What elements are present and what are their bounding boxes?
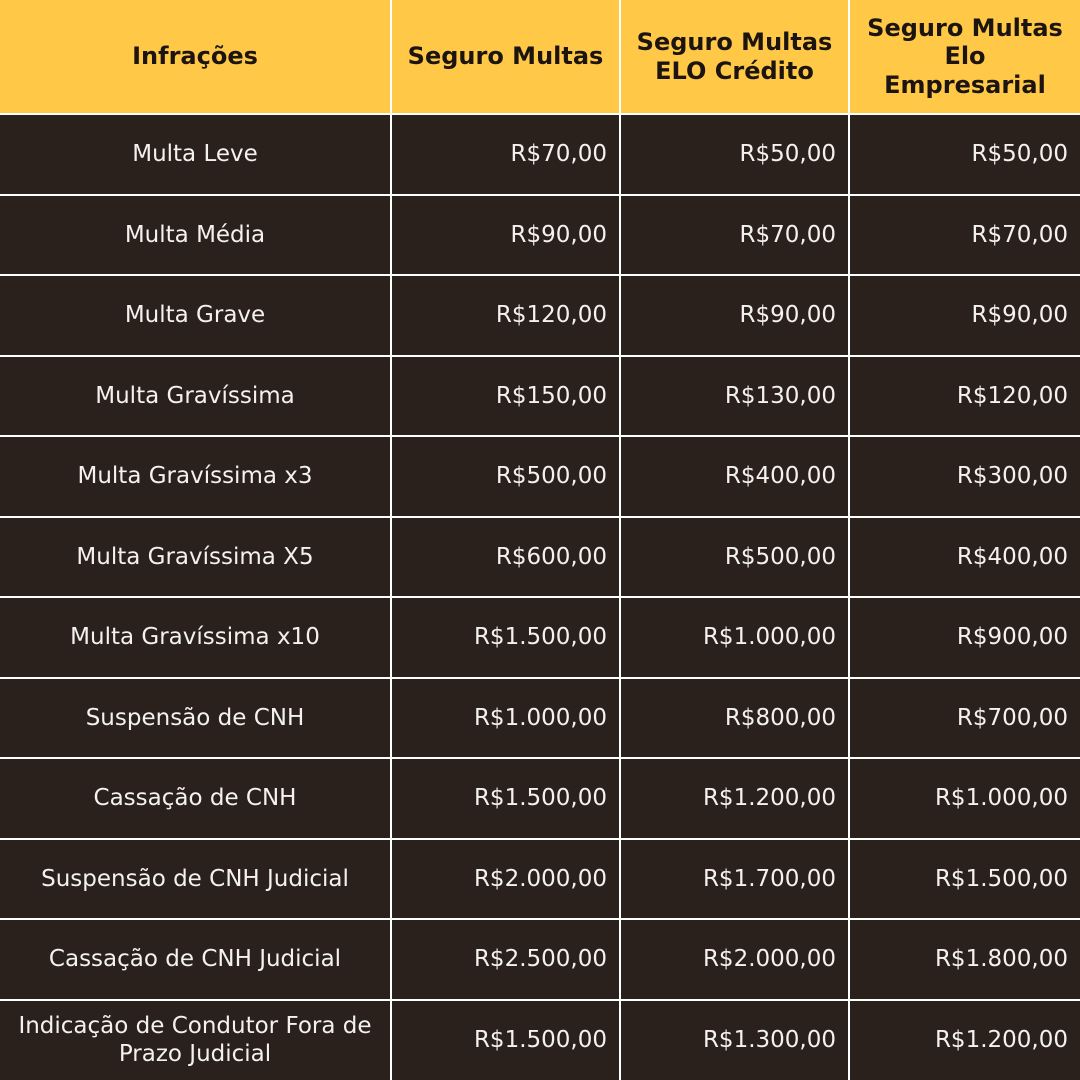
row-value-elo-empresarial: R$70,00 — [849, 195, 1080, 276]
table-row — [0, 597, 1080, 678]
row-value-seguro-multas: R$600,00 — [391, 517, 620, 598]
row-label: Multa Grave — [0, 275, 391, 356]
table-row — [0, 1000, 1080, 1080]
table-row — [0, 356, 1080, 437]
header-row — [0, 0, 1080, 114]
row-value-elo-credito: R$70,00 — [620, 195, 849, 276]
row-value-seguro-multas: R$90,00 — [391, 195, 620, 276]
row-value-elo-credito: R$90,00 — [620, 275, 849, 356]
row-value-elo-credito: R$400,00 — [620, 436, 849, 517]
table-row — [0, 919, 1080, 1000]
row-value-elo-credito: R$1.000,00 — [620, 597, 849, 678]
row-value-seguro-multas: R$1.000,00 — [391, 678, 620, 759]
row-label: Suspensão de CNH — [0, 678, 391, 759]
row-label: Cassação de CNH Judicial — [0, 919, 391, 1000]
row-value-elo-credito: R$130,00 — [620, 356, 849, 437]
row-label: Suspensão de CNH Judicial — [0, 839, 391, 920]
row-value-elo-empresarial: R$50,00 — [849, 114, 1080, 195]
row-value-elo-empresarial: R$1.800,00 — [849, 919, 1080, 1000]
row-value-elo-credito: R$800,00 — [620, 678, 849, 759]
row-label: Multa Leve — [0, 114, 391, 195]
row-label: Multa Média — [0, 195, 391, 276]
row-value-elo-credito: R$1.300,00 — [620, 1000, 849, 1080]
table-row — [0, 436, 1080, 517]
table-row — [0, 839, 1080, 920]
header-cell-seguro-multas-elo-empresarial: Seguro Multas Elo Empresarial — [849, 0, 1080, 114]
row-value-seguro-multas: R$1.500,00 — [391, 597, 620, 678]
row-value-elo-empresarial: R$1.500,00 — [849, 839, 1080, 920]
row-value-elo-empresarial: R$1.000,00 — [849, 758, 1080, 839]
row-value-seguro-multas: R$2.500,00 — [391, 919, 620, 1000]
row-value-elo-empresarial: R$900,00 — [849, 597, 1080, 678]
table-row — [0, 678, 1080, 759]
row-value-elo-credito: R$1.200,00 — [620, 758, 849, 839]
table-row — [0, 758, 1080, 839]
row-value-seguro-multas: R$150,00 — [391, 356, 620, 437]
row-value-elo-empresarial: R$120,00 — [849, 356, 1080, 437]
row-value-elo-empresarial: R$400,00 — [849, 517, 1080, 598]
row-value-elo-credito: R$2.000,00 — [620, 919, 849, 1000]
row-value-seguro-multas: R$70,00 — [391, 114, 620, 195]
row-value-elo-empresarial: R$90,00 — [849, 275, 1080, 356]
row-label: Indicação de Condutor Fora de Prazo Judicial — [0, 1000, 391, 1080]
table-row — [0, 195, 1080, 276]
row-value-seguro-multas: R$500,00 — [391, 436, 620, 517]
header-cell-seguro-multas: Seguro Multas — [391, 0, 620, 114]
row-value-elo-credito: R$50,00 — [620, 114, 849, 195]
row-label: Multa Gravíssima X5 — [0, 517, 391, 598]
row-label: Multa Gravíssima — [0, 356, 391, 437]
row-value-seguro-multas: R$1.500,00 — [391, 758, 620, 839]
row-value-seguro-multas: R$120,00 — [391, 275, 620, 356]
row-value-elo-empresarial: R$300,00 — [849, 436, 1080, 517]
header-cell-infracoes: Infrações — [0, 0, 391, 114]
row-value-elo-credito: R$1.700,00 — [620, 839, 849, 920]
table-row — [0, 114, 1080, 195]
table-row — [0, 275, 1080, 356]
table-row — [0, 517, 1080, 598]
row-value-elo-credito: R$500,00 — [620, 517, 849, 598]
row-label: Multa Gravíssima x3 — [0, 436, 391, 517]
row-value-seguro-multas: R$1.500,00 — [391, 1000, 620, 1080]
row-label: Cassação de CNH — [0, 758, 391, 839]
header-cell-seguro-multas-elo-credito: Seguro Multas ELO Crédito — [620, 0, 849, 114]
table-body — [0, 114, 1080, 1080]
row-value-elo-empresarial: R$700,00 — [849, 678, 1080, 759]
row-label: Multa Gravíssima x10 — [0, 597, 391, 678]
row-value-seguro-multas: R$2.000,00 — [391, 839, 620, 920]
table-header — [0, 0, 1080, 114]
row-value-elo-empresarial: R$1.200,00 — [849, 1000, 1080, 1080]
